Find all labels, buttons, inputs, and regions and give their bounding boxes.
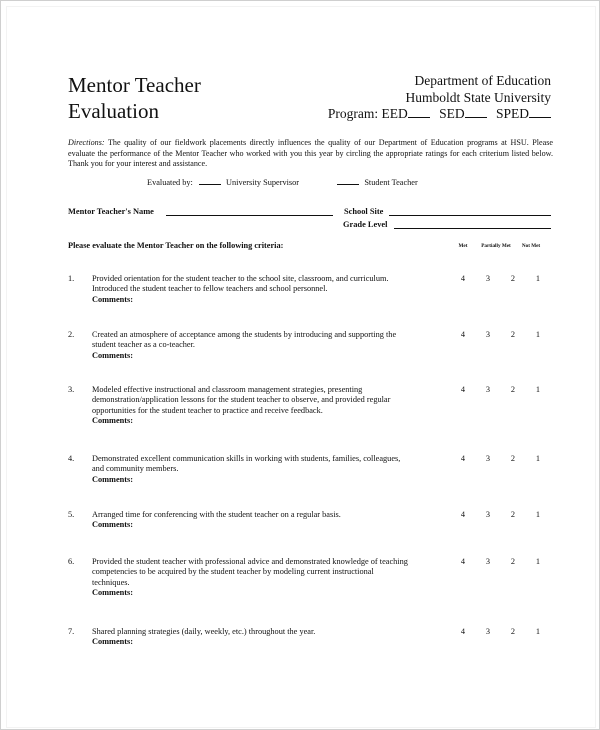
- university-supervisor-option: University Supervisor: [226, 178, 300, 187]
- criterion-6-comments-label: Comments:: [92, 587, 134, 597]
- grade-level-field[interactable]: [394, 228, 551, 229]
- criterion-3-number: 3.: [68, 385, 75, 394]
- criterion-5-rating-4[interactable]: 4: [460, 510, 466, 519]
- criterion-3-rating-3[interactable]: 3: [485, 385, 491, 394]
- criterion-6-text: Provided the student teacher with professional advice and demonstrated knowledge of teaching competencies to be acquired by the student teacher by modeling current instructional techniques.: [92, 557, 408, 587]
- criterion-7: [92, 627, 412, 648]
- department-name: Department of Education: [414, 73, 551, 88]
- criterion-1-rating-4[interactable]: 4: [460, 274, 466, 283]
- mentor-name-label: Mentor Teacher's Name: [68, 207, 154, 216]
- program-eed-blank[interactable]: [408, 106, 430, 118]
- criterion-5-rating-1[interactable]: 1: [535, 510, 541, 519]
- program-sped-blank[interactable]: [529, 106, 551, 118]
- criterion-5-comments-label: Comments:: [92, 520, 134, 530]
- university-supervisor-blank[interactable]: [199, 177, 221, 185]
- criterion-3-rating-4[interactable]: 4: [460, 385, 466, 394]
- criterion-1-rating-1[interactable]: 1: [535, 274, 541, 283]
- grade-level-label: Grade Level: [343, 220, 388, 229]
- criteria-heading: Please evaluate the Mentor Teacher on the following criteria:: [68, 241, 284, 250]
- scale-header-met: Met: [458, 243, 468, 249]
- criterion-7-number: 7.: [68, 627, 75, 636]
- criterion-6-rating-4[interactable]: 4: [460, 557, 466, 566]
- criterion-6-number: 6.: [68, 557, 75, 566]
- criterion-2: [92, 330, 412, 361]
- criterion-5-text: Arranged time for conferencing with the student teacher on a regular basis.: [92, 510, 341, 519]
- criterion-3-rating-2[interactable]: 2: [510, 385, 516, 394]
- criterion-2-rating-1[interactable]: 1: [535, 330, 541, 339]
- criterion-1-rating-2[interactable]: 2: [510, 274, 516, 283]
- criterion-2-number: 2.: [68, 330, 75, 339]
- criterion-5: [92, 510, 412, 531]
- criterion-3: [92, 385, 412, 426]
- criterion-2-comments-label: Comments:: [92, 350, 134, 360]
- criterion-7-rating-3[interactable]: 3: [485, 627, 491, 636]
- directions-paragraph: [68, 138, 553, 170]
- criterion-4-rating-2[interactable]: 2: [510, 454, 516, 463]
- program-label: Program:: [327, 106, 379, 121]
- criterion-1-rating-3[interactable]: 3: [485, 274, 491, 283]
- program-selector: [328, 106, 551, 123]
- title-line-2: Evaluation: [68, 99, 159, 123]
- criterion-4-rating-4[interactable]: 4: [460, 454, 466, 463]
- scale-header-partially-met: Partially Met: [481, 243, 511, 249]
- criterion-4-number: 4.: [68, 454, 75, 463]
- criterion-5-number: 5.: [68, 510, 75, 519]
- criterion-6: [92, 557, 412, 598]
- criterion-3-text: Modeled effective instructional and classroom management strategies, presenting demonstration/application lessons for the student teacher to observe, and provided regular opportunities for the student teacher to practice and receive feedback.: [92, 385, 391, 415]
- criterion-2-rating-2[interactable]: 2: [510, 330, 516, 339]
- criterion-6-rating-2[interactable]: 2: [510, 557, 516, 566]
- criterion-2-rating-3[interactable]: 3: [485, 330, 491, 339]
- criterion-1-number: 1.: [68, 274, 75, 283]
- mentor-name-field[interactable]: [166, 215, 333, 216]
- school-site-field[interactable]: [389, 215, 551, 216]
- student-teacher-option: Student Teacher: [364, 178, 418, 187]
- program-option-eed: EED: [381, 106, 408, 121]
- program-sed-blank[interactable]: [465, 106, 487, 118]
- document-title: [68, 72, 201, 124]
- criterion-7-rating-2[interactable]: 2: [510, 627, 516, 636]
- criterion-6-rating-3[interactable]: 3: [485, 557, 491, 566]
- criterion-7-comments-label: Comments:: [92, 637, 134, 647]
- directions-lead: Directions:: [68, 138, 105, 147]
- scale-header-not-met: Not Met: [521, 243, 541, 249]
- university-name: Humboldt State University: [405, 89, 551, 105]
- criterion-5-rating-2[interactable]: 2: [510, 510, 516, 519]
- criterion-3-comments-label: Comments:: [92, 415, 134, 425]
- criterion-7-rating-4[interactable]: 4: [460, 627, 466, 636]
- criterion-5-rating-3[interactable]: 3: [485, 510, 491, 519]
- criterion-1-text: Provided orientation for the student teacher to the school site, classroom, and curriculum. Introduced the student teacher to fellow teachers and school personnel.: [92, 274, 389, 294]
- criterion-4-comments-label: Comments:: [92, 474, 134, 484]
- school-site-label: School Site: [344, 207, 384, 216]
- department-block: [328, 73, 551, 123]
- program-option-sped: SPED: [495, 106, 529, 121]
- criterion-1: [92, 274, 412, 305]
- criterion-7-text: Shared planning strategies (daily, weekly, etc.) throughout the year.: [92, 627, 316, 636]
- criterion-4-text: Demonstrated excellent communication skills in working with students, families, colleagues, and community members.: [92, 454, 401, 474]
- criterion-3-rating-1[interactable]: 1: [535, 385, 541, 394]
- evaluated-by-label: Evaluated by:: [147, 178, 193, 187]
- title-line-1: Mentor Teacher: [68, 73, 201, 97]
- evaluated-by-row: [147, 177, 418, 188]
- program-option-sed: SED: [439, 106, 465, 121]
- criterion-2-text: Created an atmosphere of acceptance among the students by introducing and supporting the student teacher as a co-teacher.: [92, 330, 397, 350]
- criterion-4: [92, 454, 412, 485]
- criterion-6-rating-1[interactable]: 1: [535, 557, 541, 566]
- criterion-7-rating-1[interactable]: 1: [535, 627, 541, 636]
- student-teacher-blank[interactable]: [337, 177, 359, 185]
- criterion-4-rating-3[interactable]: 3: [485, 454, 491, 463]
- criterion-2-rating-4[interactable]: 4: [460, 330, 466, 339]
- criterion-4-rating-1[interactable]: 1: [535, 454, 541, 463]
- directions-text: The quality of our fieldwork placements directly influences the quality of our Department of Education programs at HSU. Please evaluate the performance of the Mentor Teacher who worked with you this year by circling the appropriate ratings for each criterium listed below. Thank you for your interest and assistance.: [68, 138, 553, 168]
- criterion-1-comments-label: Comments:: [92, 294, 134, 304]
